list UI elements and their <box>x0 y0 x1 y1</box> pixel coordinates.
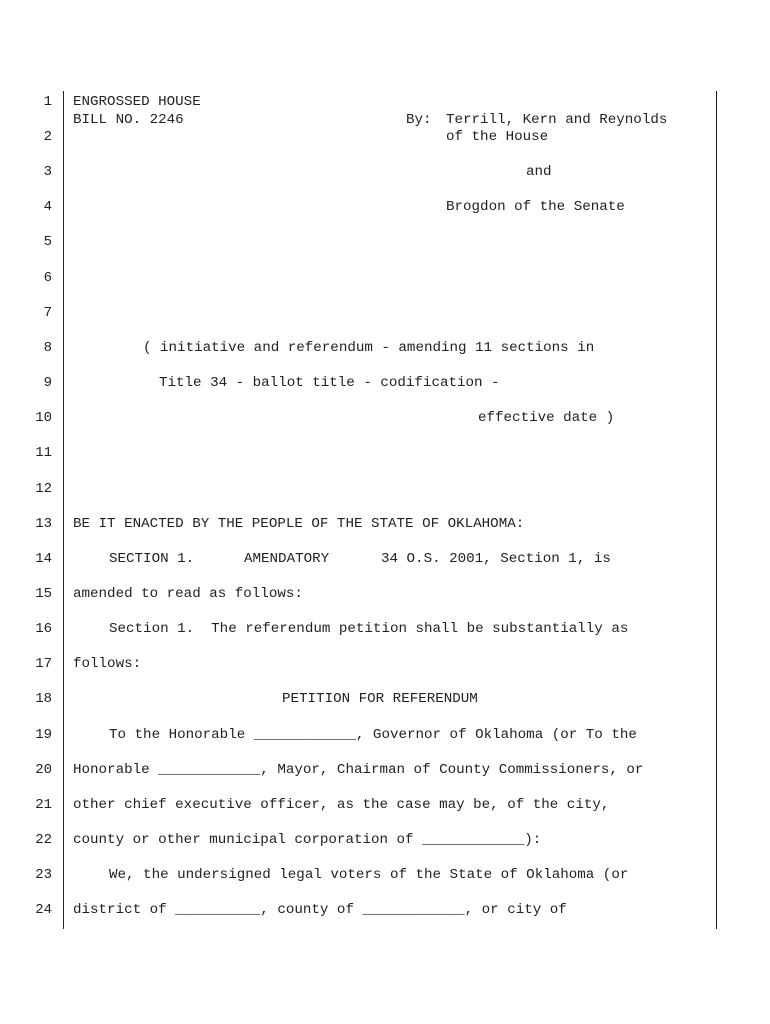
line-number: 8 <box>43 340 52 356</box>
line-number: 20 <box>35 762 52 778</box>
statute-citation: 34 O.S. 2001, Section 1, is <box>381 551 611 567</box>
line-number: 12 <box>35 481 52 497</box>
line-number: 5 <box>43 234 52 250</box>
petition-line-24: district of __________, county of ____________, or city of <box>73 902 567 918</box>
line-number: 7 <box>43 305 52 321</box>
line-number: 9 <box>43 375 52 391</box>
line-number: 19 <box>35 727 52 743</box>
petition-line-23: We, the undersigned legal voters of the State of Oklahoma (or <box>109 867 629 883</box>
bill-title-line-1: ( initiative and referendum - amending 11 sections in <box>143 340 595 356</box>
petition-line-20: Honorable ____________, Mayor, Chairman of County Commissioners, or <box>73 762 644 778</box>
left-margin-rule <box>63 91 64 929</box>
bill-title-line-3: effective date ) <box>478 410 615 426</box>
line-number: 22 <box>35 832 52 848</box>
senate-author: Brogdon of the Senate <box>446 199 625 215</box>
line-number: 3 <box>43 164 52 180</box>
line-number: 14 <box>35 551 52 567</box>
by-label: By: <box>406 112 432 128</box>
amended-clause: amended to read as follows: <box>73 586 303 602</box>
petition-line-22: county or other municipal corporation of ____________): <box>73 832 542 848</box>
follows-text: follows: <box>73 656 142 672</box>
line-number: 24 <box>35 902 52 918</box>
bill-title-line-2: Title 34 - ballot title - codification - <box>159 375 500 391</box>
line-number: 13 <box>35 516 52 532</box>
house-label: of the House <box>446 129 549 145</box>
petition-heading: PETITION FOR REFERENDUM <box>282 691 478 707</box>
right-margin-rule <box>716 91 717 929</box>
line-number: 4 <box>43 199 52 215</box>
line-number: 21 <box>35 797 52 813</box>
bill-number: BILL NO. 2246 <box>73 112 184 128</box>
line-number: 17 <box>35 656 52 672</box>
section-text: Section 1. The referendum petition shall be substantially as <box>109 621 629 637</box>
line-number: 11 <box>35 445 52 461</box>
line-number: 16 <box>35 621 52 637</box>
and-conjunction: and <box>526 164 552 180</box>
bill-type-heading: ENGROSSED HOUSE <box>73 94 201 110</box>
line-number: 10 <box>35 410 52 426</box>
enacting-clause: BE IT ENACTED BY THE PEOPLE OF THE STATE OF OKLAHOMA: <box>73 516 525 532</box>
line-number: 1 <box>43 94 52 110</box>
house-authors: Terrill, Kern and Reynolds <box>446 112 668 128</box>
line-number: 15 <box>35 586 52 602</box>
line-number: 6 <box>43 270 52 286</box>
line-number: 18 <box>35 691 52 707</box>
petition-line-19: To the Honorable ____________, Governor of Oklahoma (or To the <box>109 727 637 743</box>
amendatory-label: AMENDATORY <box>244 551 330 567</box>
line-number: 23 <box>35 867 52 883</box>
petition-line-21: other chief executive officer, as the case may be, of the city, <box>73 797 610 813</box>
line-number: 2 <box>43 129 52 145</box>
section-label: SECTION 1. <box>109 551 195 567</box>
